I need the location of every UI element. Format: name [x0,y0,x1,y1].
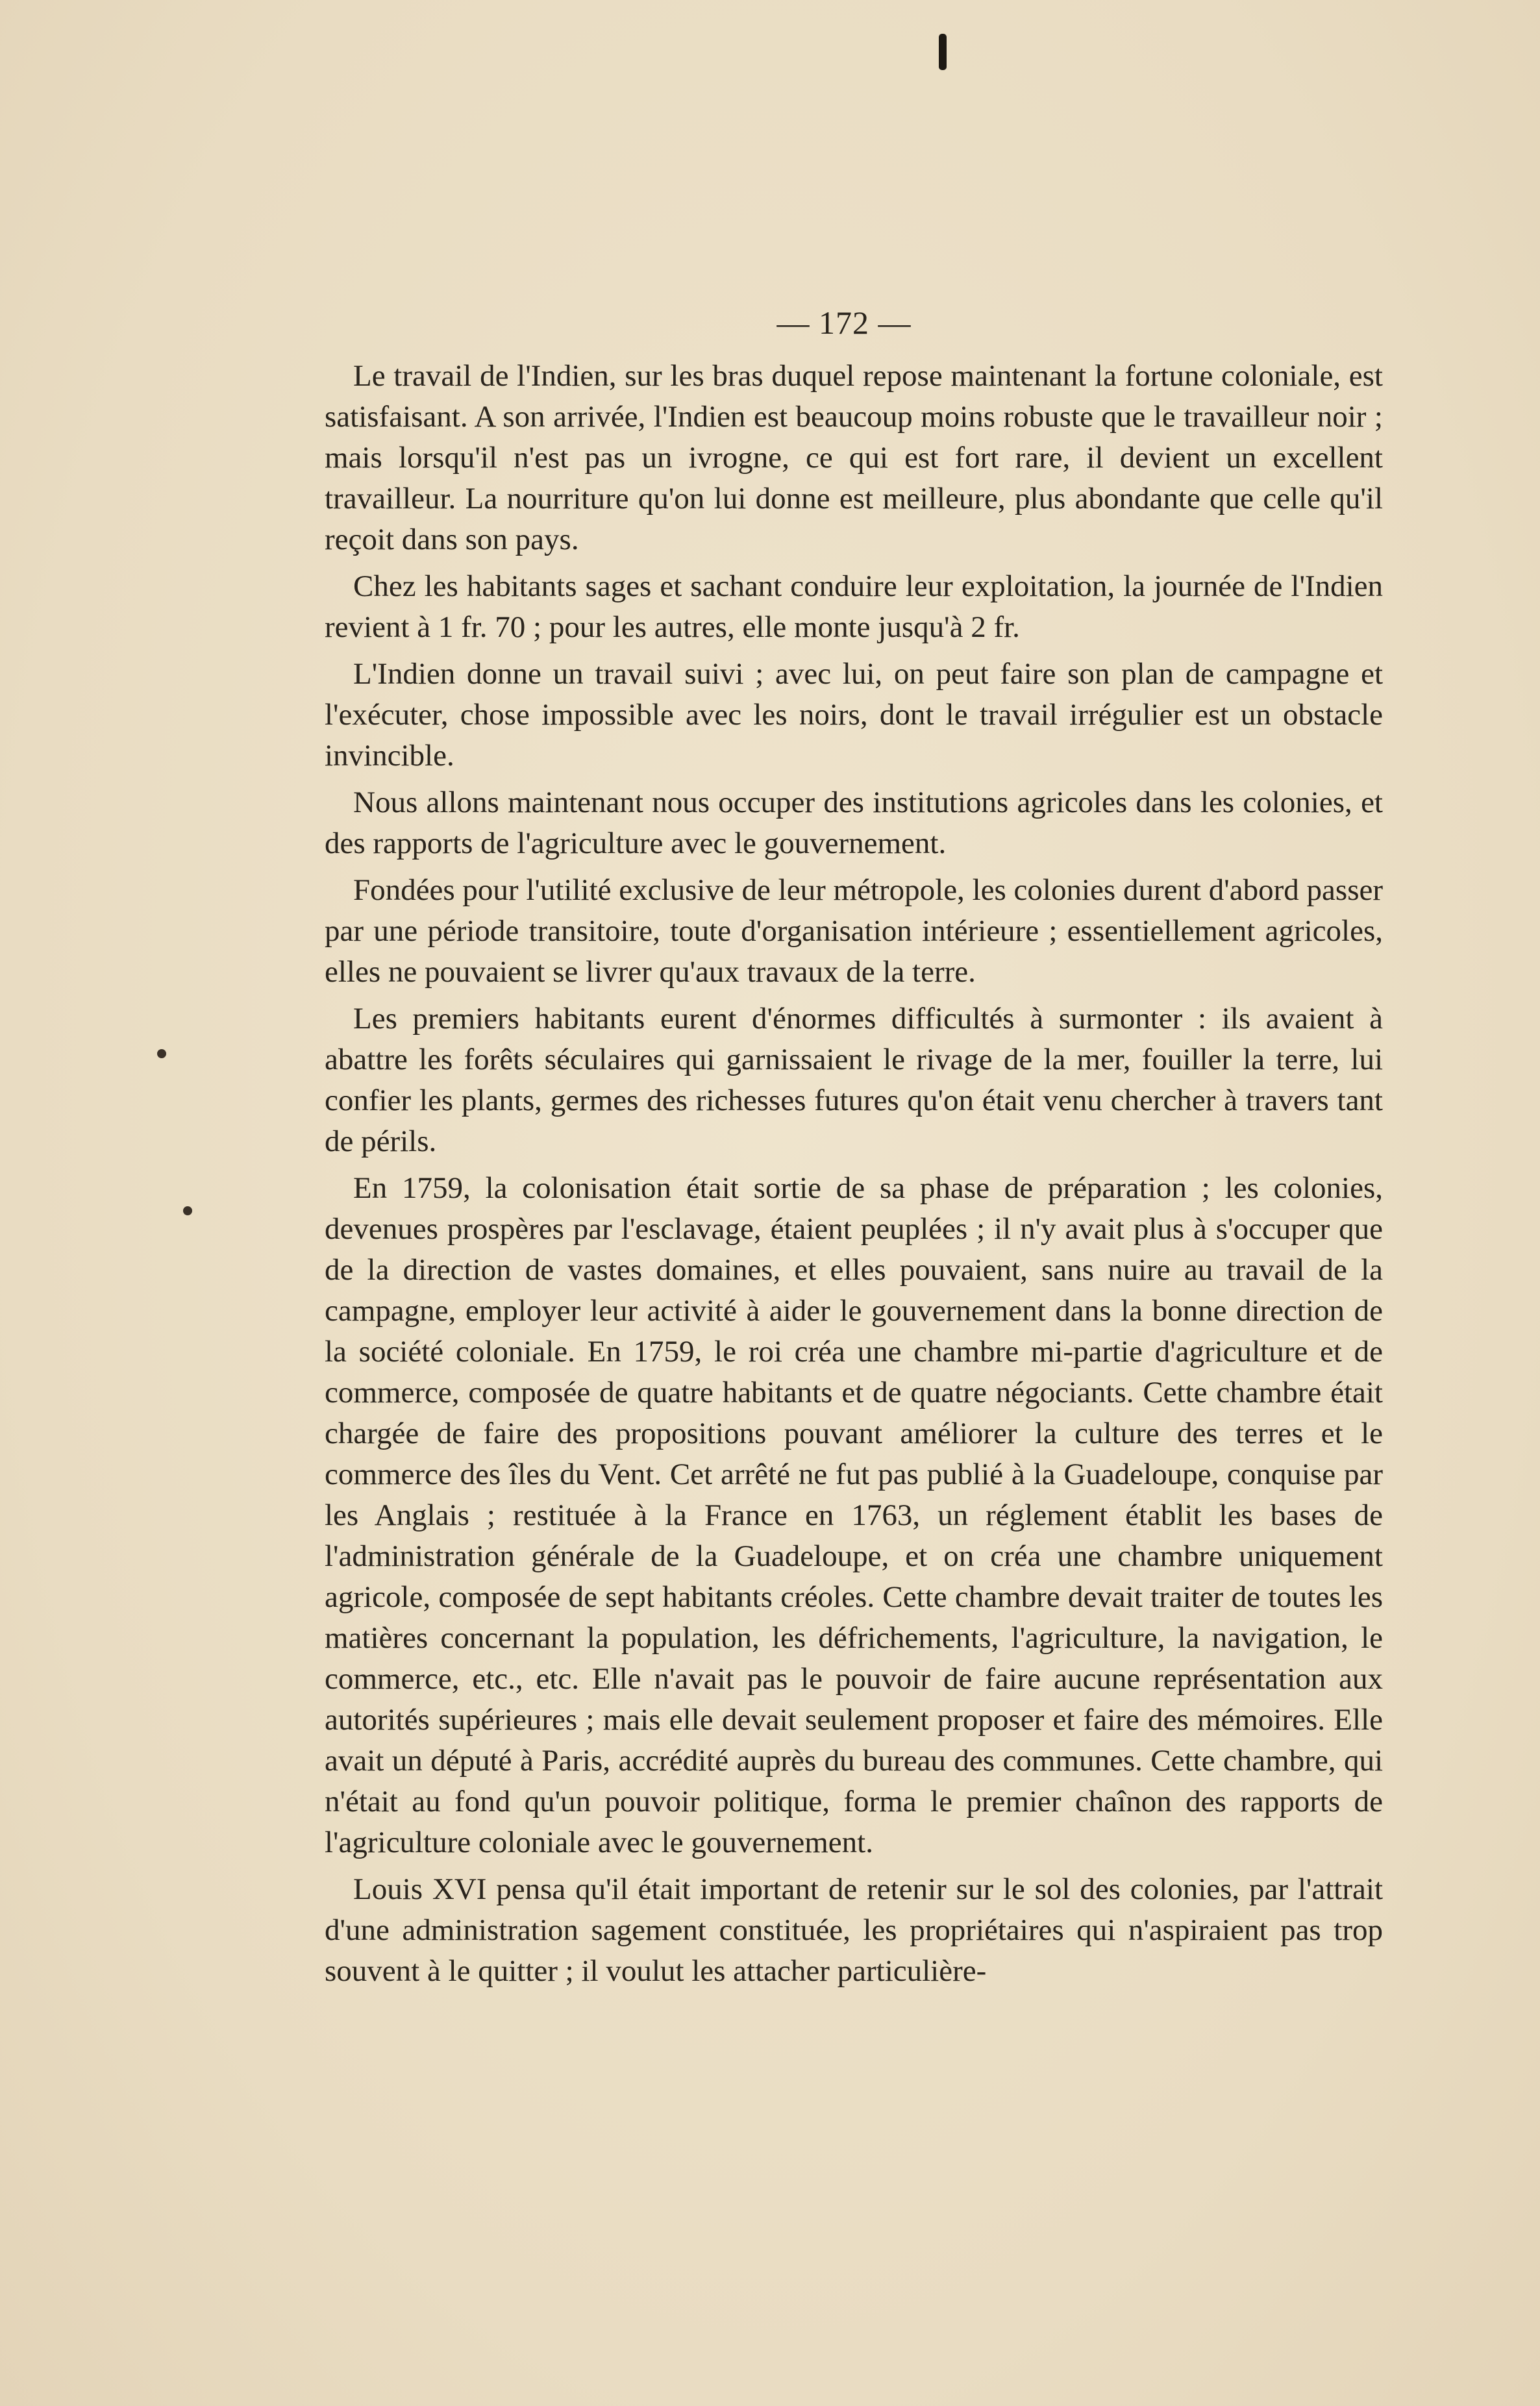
paragraph: Chez les habitants sages et sachant conduire leur exploitation, la journée de l'Indien revient à 1 fr. 70 ; pour les autres, elle monte jusqu'à 2 fr. [325,569,1383,644]
paragraph: En 1759, la colonisation était sortie de sa phase de préparation ; les colonies, devenues prospères par l'esclavage, étaient peuplées ; il n'y avait plus à s'occuper que de la direction de vastes domaines, et elles pouvaient, sans nuire au travail de la campagne, employer leur activité à aider le gouvernement dans la bonne direction de la société coloniale. En 1759, le roi créa une chambre mi-partie d'agriculture et de commerce, composée de quatre habitants et de quatre négociants. Cette chambre était chargée de faire des propositions pouvant améliorer la culture des terres et le commerce des îles du Vent. Cet arrêté ne fut pas publié à la Guadeloupe, conquise par les Anglais ; restituée à la France en 1763, un réglement établit les bases de l'administration générale de la Guadeloupe, et on créa une chambre uniquement agricole, composée de sept habitants créoles. Cette chambre devait traiter de toutes les matières concernant la population, les défrichements, l'agriculture, la navigation, le commerce, etc., etc. Elle n'avait pas le pouvoir de faire aucune représentation aux autorités supérieures ; mais elle devait seulement proposer et faire des mémoires. Elle avait un député à Paris, accrédité auprès du bureau des communes. Cette chambre, qui n'était au fond qu'un pouvoir politique, forma le premier chaînon des rapports de l'agriculture coloniale avec le gouvernement. [325,1171,1383,1859]
page-number: — 172 — [776,304,912,341]
paragraph: Fondées pour l'utilité exclusive de leur métropole, les colonies durent d'abord passer par une période transitoire, toute d'organisation intérieure ; essentiellement agricoles, elles ne pouvaient se livrer qu'aux travaux de la terre. [325,873,1383,989]
ink-mark [939,34,947,70]
body-text [325,356,1383,1998]
paragraph: L'Indien donne un travail suivi ; avec lui, on peut faire son plan de campagne et l'exécuter, chose impossible avec les noirs, dont le travail irrégulier est un obstacle invincible. [325,657,1383,773]
margin-dot [183,1206,192,1215]
paragraph: Louis XVI pensa qu'il était important de retenir sur le sol des colonies, par l'attrait d'une administration sagement constituée, les propriétaires qui n'aspiraient pas trop souvent à le quitter ; il voulut les attacher particulière- [325,1872,1383,1988]
paragraph: Les premiers habitants eurent d'énormes difficultés à surmonter : ils avaient à abattre les forêts séculaires qui garnissaient le rivage de la mer, fouiller la terre, lui confier les plants, germes des richesses futures qu'on était venu chercher à travers tant de périls. [325,1002,1383,1158]
paragraph: Le travail de l'Indien, sur les bras duquel repose maintenant la fortune coloniale, est satisfaisant. A son arrivée, l'Indien est beaucoup moins robuste que le travailleur noir ; mais lorsqu'il n'est pas un ivrogne, ce qui est fort rare, il devient un excellent travailleur. La nourriture qu'on lui donne est meilleure, plus abondante que celle qu'il reçoit dans son pays. [325,359,1383,556]
margin-dot [157,1049,166,1058]
paragraph: Nous allons maintenant nous occuper des institutions agricoles dans les colonies, et des rapports de l'agriculture avec le gouvernement. [325,786,1383,860]
